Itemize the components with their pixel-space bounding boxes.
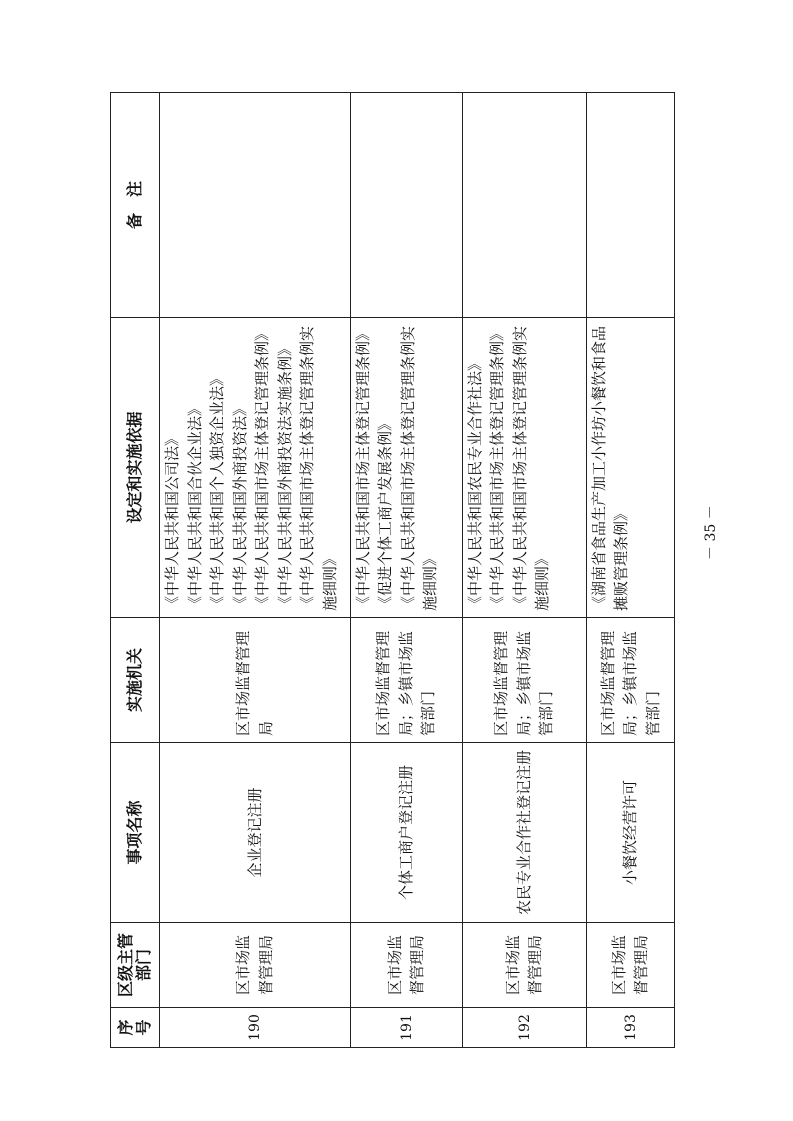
basis-line: 《中华人民共和国市场主体登记管理条例实施细则》 bbox=[510, 325, 552, 611]
header-basis: 设定和实施依据 bbox=[111, 318, 160, 618]
table-row bbox=[462, 93, 586, 1048]
header-org: 实施机关 bbox=[111, 618, 160, 743]
basis-line: 《中华人民共和国外商投资法》 bbox=[230, 400, 249, 611]
page-number: － 35 － bbox=[703, 505, 719, 560]
row-name: 企业登记注册 bbox=[160, 743, 351, 923]
header-note: 备 注 bbox=[111, 93, 160, 318]
header-row bbox=[111, 93, 160, 1048]
row-dept: 区市场监督管理局 bbox=[586, 923, 674, 1008]
row-seq: 190 bbox=[160, 1008, 351, 1048]
row-name: 小餐饮经营许可 bbox=[586, 743, 674, 923]
table-row bbox=[350, 93, 462, 1048]
table-row bbox=[586, 93, 674, 1048]
header-name: 事项名称 bbox=[111, 743, 160, 923]
basis-line: 《中华人民共和国个人独资企业法》 bbox=[208, 370, 226, 611]
basis-line: 《中华人民共和国市场主体登记管理条例》 bbox=[353, 325, 372, 611]
row-seq: 192 bbox=[462, 1008, 586, 1048]
basis-line: 《中华人民共和国市场主体登记管理条例实施细则》 bbox=[398, 325, 440, 611]
basis-line: 《湖南省食品生产加工小作坊小餐饮和食品摊贩管理条例》 bbox=[589, 325, 631, 611]
row-basis bbox=[160, 318, 351, 618]
basis-line: 《中华人民共和国农民专业合作社法》 bbox=[465, 355, 484, 611]
rotated-table-sheet bbox=[110, 93, 675, 1048]
row-org: 区市场监督管理局；乡镇市场监管部门 bbox=[586, 618, 674, 743]
basis-line: 《中华人民共和国市场主体登记管理条例》 bbox=[253, 325, 271, 611]
row-name: 个体工商户登记注册 bbox=[350, 743, 462, 923]
items-table bbox=[110, 92, 675, 1048]
row-dept: 区市场监督管理局 bbox=[350, 923, 462, 1008]
basis-line: 《中华人民共和国合伙企业法》 bbox=[185, 400, 204, 611]
row-basis bbox=[350, 318, 462, 618]
basis-line: 《中华人民共和国市场主体登记管理条例实施细则》 bbox=[298, 325, 339, 611]
row-seq: 191 bbox=[350, 1008, 462, 1048]
basis-line: 《中华人民共和国公司法》 bbox=[163, 430, 181, 611]
basis-line: 《中华人民共和国外商投资法实施条例》 bbox=[275, 340, 294, 611]
row-dept: 区市场监督管理局 bbox=[462, 923, 586, 1008]
header-seq: 序号 bbox=[111, 1008, 160, 1048]
row-note bbox=[586, 93, 674, 318]
header-dept: 区级主管部门 bbox=[111, 923, 160, 1008]
row-seq: 193 bbox=[586, 1008, 674, 1048]
row-org: 区市场监督管理局 bbox=[160, 618, 351, 743]
row-note bbox=[160, 93, 351, 318]
basis-line: 《中华人民共和国市场主体登记管理条例》 bbox=[488, 325, 507, 611]
row-note bbox=[462, 93, 586, 318]
row-note bbox=[350, 93, 462, 318]
row-basis bbox=[462, 318, 586, 618]
row-dept: 区市场监督管理局 bbox=[160, 923, 351, 1008]
row-org: 区市场监督管理局；乡镇市场监管部门 bbox=[350, 618, 462, 743]
basis-line: 《促进个体工商户发展条例》 bbox=[376, 415, 395, 611]
row-org: 区市场监督管理局；乡镇市场监管部门 bbox=[462, 618, 586, 743]
row-basis bbox=[586, 318, 674, 618]
table-row bbox=[160, 93, 351, 1048]
row-name: 农民专业合作社登记注册 bbox=[462, 743, 586, 923]
